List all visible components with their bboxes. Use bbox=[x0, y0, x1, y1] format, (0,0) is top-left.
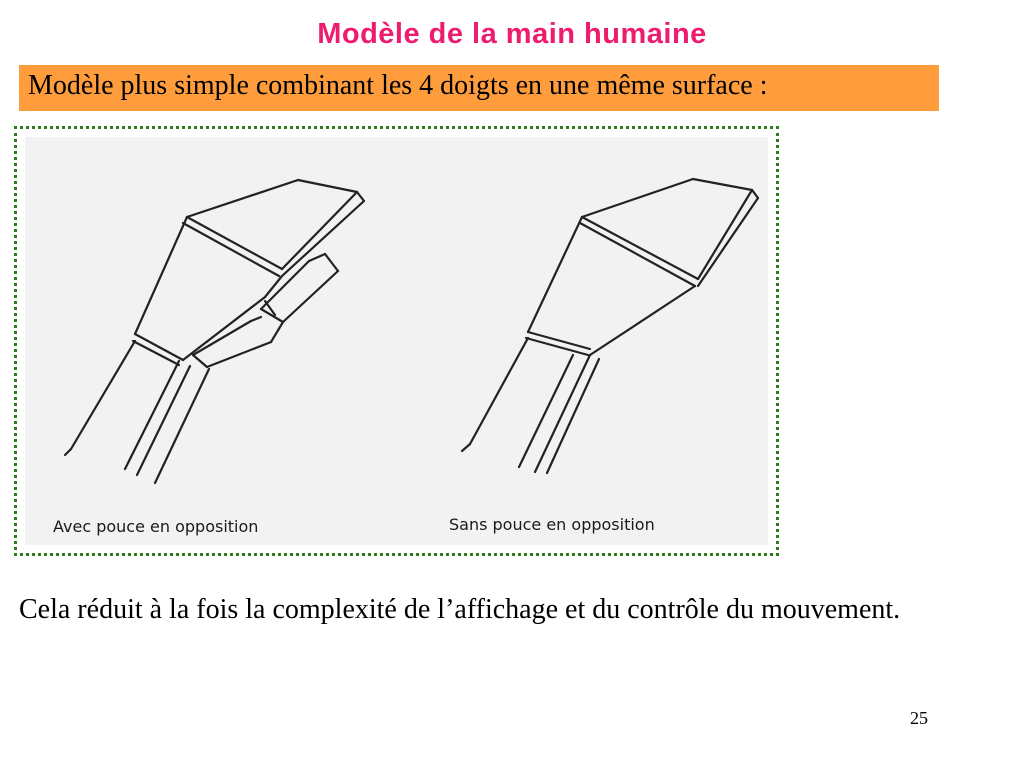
figure-scan bbox=[25, 137, 768, 545]
slide-title: Modèle de la main humaine bbox=[317, 18, 707, 50]
hand-without-thumb-drawing bbox=[462, 179, 758, 473]
caption-without-thumb: Sans pouce en opposition bbox=[449, 515, 655, 534]
figure-frame bbox=[14, 126, 779, 556]
body-text: Cela réduit à la fois la complexité de l’affichage et du contrôle du mouvement. bbox=[19, 594, 901, 625]
page-number: 25 bbox=[910, 708, 928, 728]
hand-model-drawings bbox=[25, 137, 768, 545]
hand-with-thumb-drawing bbox=[65, 180, 364, 483]
caption-with-thumb: Avec pouce en opposition bbox=[53, 517, 259, 536]
subtitle-banner: Modèle plus simple combinant les 4 doigts en une même surface : bbox=[19, 65, 939, 111]
